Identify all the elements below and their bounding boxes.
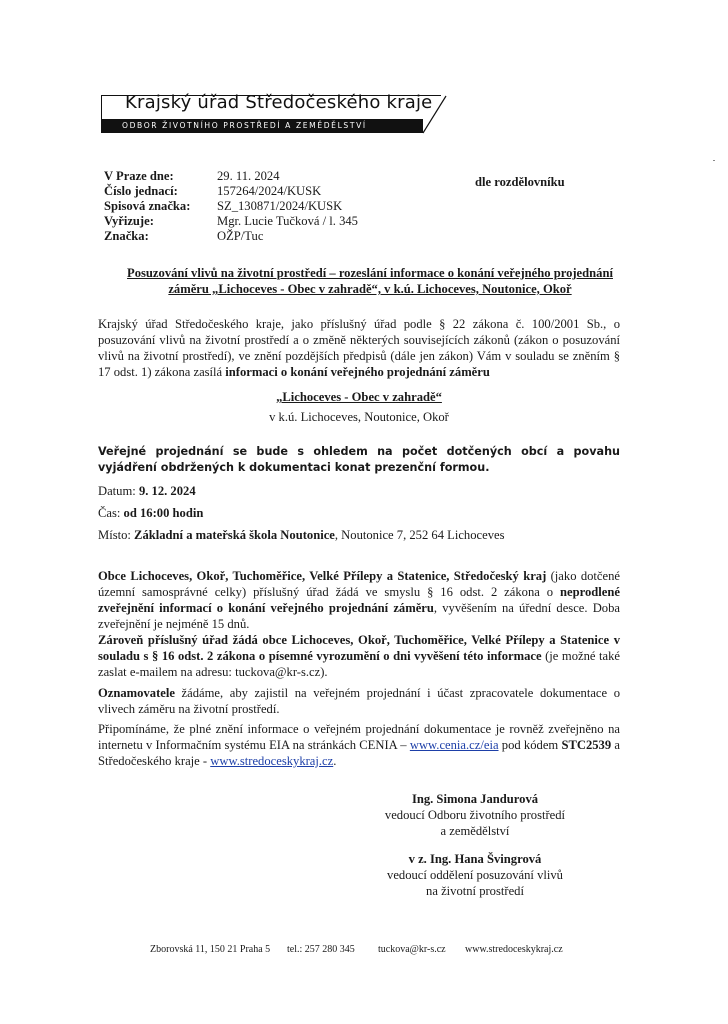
- signature-2-role-2: na životní prostředí: [426, 884, 524, 898]
- event-time-label: Čas:: [98, 506, 124, 520]
- file-mark-label: Spisová značka:: [104, 199, 191, 213]
- mark-label: Značka:: [104, 229, 149, 243]
- event-place-label: Místo:: [98, 528, 135, 542]
- intro-text: Krajský úřad Středočeského kraje, jako příslušný úřad podle § 22 zákona č. 100/2001 Sb., o posuzování vlivů na životní prostředí a o změně některých souvisejících zákonů (zákon o posuzování vlivů na životní prostředí), ve znění pozdějších předpisů (dále jen zákon) Vám v souladu se zněním § 17 odst. 1) zákona zasílá: [98, 317, 620, 379]
- reminder-paragraph: [98, 721, 620, 769]
- time-line: [98, 505, 620, 521]
- logo-slash-graphic: [418, 95, 448, 135]
- signature-2: [360, 851, 590, 899]
- signature-2-role-1: vedoucí oddělení posuzování vlivů: [387, 868, 563, 882]
- prezencni-notice: Veřejné projednání se bude s ohledem na počet dotčených obcí a povahu vyjádření obdržených k dokumentaci konat prezenční formou.: [98, 445, 620, 474]
- event-place-value: Základní a mateřská škola Noutonice: [134, 528, 335, 542]
- signature-1-role-2: a zemědělství: [440, 824, 510, 838]
- kraj-link[interactable]: www.stredoceskykraj.cz: [210, 754, 334, 768]
- reminder-text-3: a Středočeského kraje -: [98, 738, 620, 768]
- footer-web: www.stredoceskykraj.cz: [465, 944, 563, 955]
- ref-number-value: 157264/2024/KUSK: [217, 184, 322, 198]
- margin-mark: [713, 160, 715, 161]
- mark-value: OŽP/Tuc: [217, 229, 264, 243]
- project-location: v k.ú. Lichoceves, Noutonice, Okoř: [269, 410, 449, 424]
- reminder-text-1: Připomínáme, že plné znění informace o veřejném projednání dokumentace je rovněž zveřejněno na internetu v Informačním systému EIA na stránkách CENIA –: [98, 722, 620, 752]
- event-date-value: 9. 12. 2024: [138, 484, 196, 498]
- event-time-value: od 16:00 hodin: [123, 506, 204, 520]
- intro-bold: informaci o konání veřejného projednání záměru: [225, 365, 490, 379]
- handler-label: Vyřizuje:: [104, 214, 154, 228]
- place-line: [98, 527, 620, 543]
- municipalities-paragraph: [98, 568, 620, 632]
- org-subtitle: ODBOR ŽIVOTNÍHO PROSTŘEDÍ A ZEMĚDĚLSTVÍ: [122, 121, 367, 130]
- date-line: [98, 483, 620, 499]
- signature-1-name: Ing. Simona Jandurová: [411, 792, 539, 806]
- footer-address: Zborovská 11, 150 21 Praha 5: [150, 944, 271, 955]
- applicant-text: žádáme, aby zajistil na veřejném projednání i účast zpracovatele dokumentace o vlivech záměru na životní prostředí.: [98, 686, 620, 716]
- notification-text: (je možné také zaslat e-mailem na adresu: tuckova@kr-s.cz).: [98, 649, 620, 679]
- applicant-bold: Oznamovatele: [98, 686, 175, 700]
- municipalities-bold-2: neprodlené zveřejnění informací o konání veřejného projednání záměru: [98, 585, 620, 615]
- footer-email: tuckova@kr-s.cz: [378, 944, 446, 955]
- applicant-paragraph: [98, 685, 620, 717]
- signature-1: [360, 791, 590, 839]
- subject: [60, 265, 680, 297]
- municipalities-text-1: (jako dotčené územní samosprávné celky) příslušný úřad žádá ve smyslu § 16 odst. 2 zákona o: [98, 569, 620, 599]
- project-name: „Lichoceves - Obec v zahradě“: [276, 390, 442, 404]
- eia-code: STC2539: [561, 738, 612, 752]
- file-mark-value: SZ_130871/2024/KUSK: [217, 199, 343, 213]
- event-place-address: , Noutonice 7, 252 64 Lichoceves: [334, 528, 505, 542]
- intro-paragraph: [98, 316, 620, 380]
- handler-value: Mgr. Lucie Tučková / l. 345: [217, 214, 358, 228]
- municipalities-bold: Obce Lichoceves, Okoř, Tuchoměřice, Velké Přílepy a Statenice, Středočeský kraj: [98, 569, 547, 583]
- recipient: dle rozdělovníku: [475, 175, 565, 189]
- reminder-text-2: pod kódem: [498, 738, 562, 752]
- org-title: Krajský úřad Středočeského kraje: [125, 92, 433, 113]
- ref-number-label: Číslo jednací:: [104, 184, 178, 198]
- date-value: 29. 11. 2024: [217, 169, 280, 183]
- subject-line-2: záměru „Lichoceves - Obec v zahradě“, v k.ú. Lichoceves, Noutonice, Okoř: [168, 282, 572, 296]
- footer-phone: tel.: 257 280 345: [287, 944, 355, 955]
- reminder-end: .: [333, 754, 337, 768]
- cenia-link[interactable]: www.cenia.cz/eia: [409, 738, 499, 752]
- notification-bold: Zároveň příslušný úřad žádá obce Lichoceves, Okoř, Tuchoměřice, Velké Přílepy a Statenice v souladu s § 16 odst. 2 zákona o písemné vyrozumění o dni vyvěšení této informace: [98, 633, 620, 663]
- notification-paragraph: [98, 632, 620, 680]
- municipalities-text-2: , vyvěšením na úřední desce. Doba zveřejnění je nejméně 15 dnů.: [98, 601, 620, 631]
- date-label: V Praze dne:: [104, 169, 174, 183]
- signature-1-role-1: vedoucí Odboru životního prostředí: [384, 808, 566, 822]
- subject-line-1: Posuzování vlivů na životní prostředí – rozeslání informace o konání veřejného projednání: [127, 266, 613, 280]
- signature-2-name: v z. Ing. Hana Švingrová: [408, 852, 542, 866]
- event-date-label: Datum:: [98, 484, 139, 498]
